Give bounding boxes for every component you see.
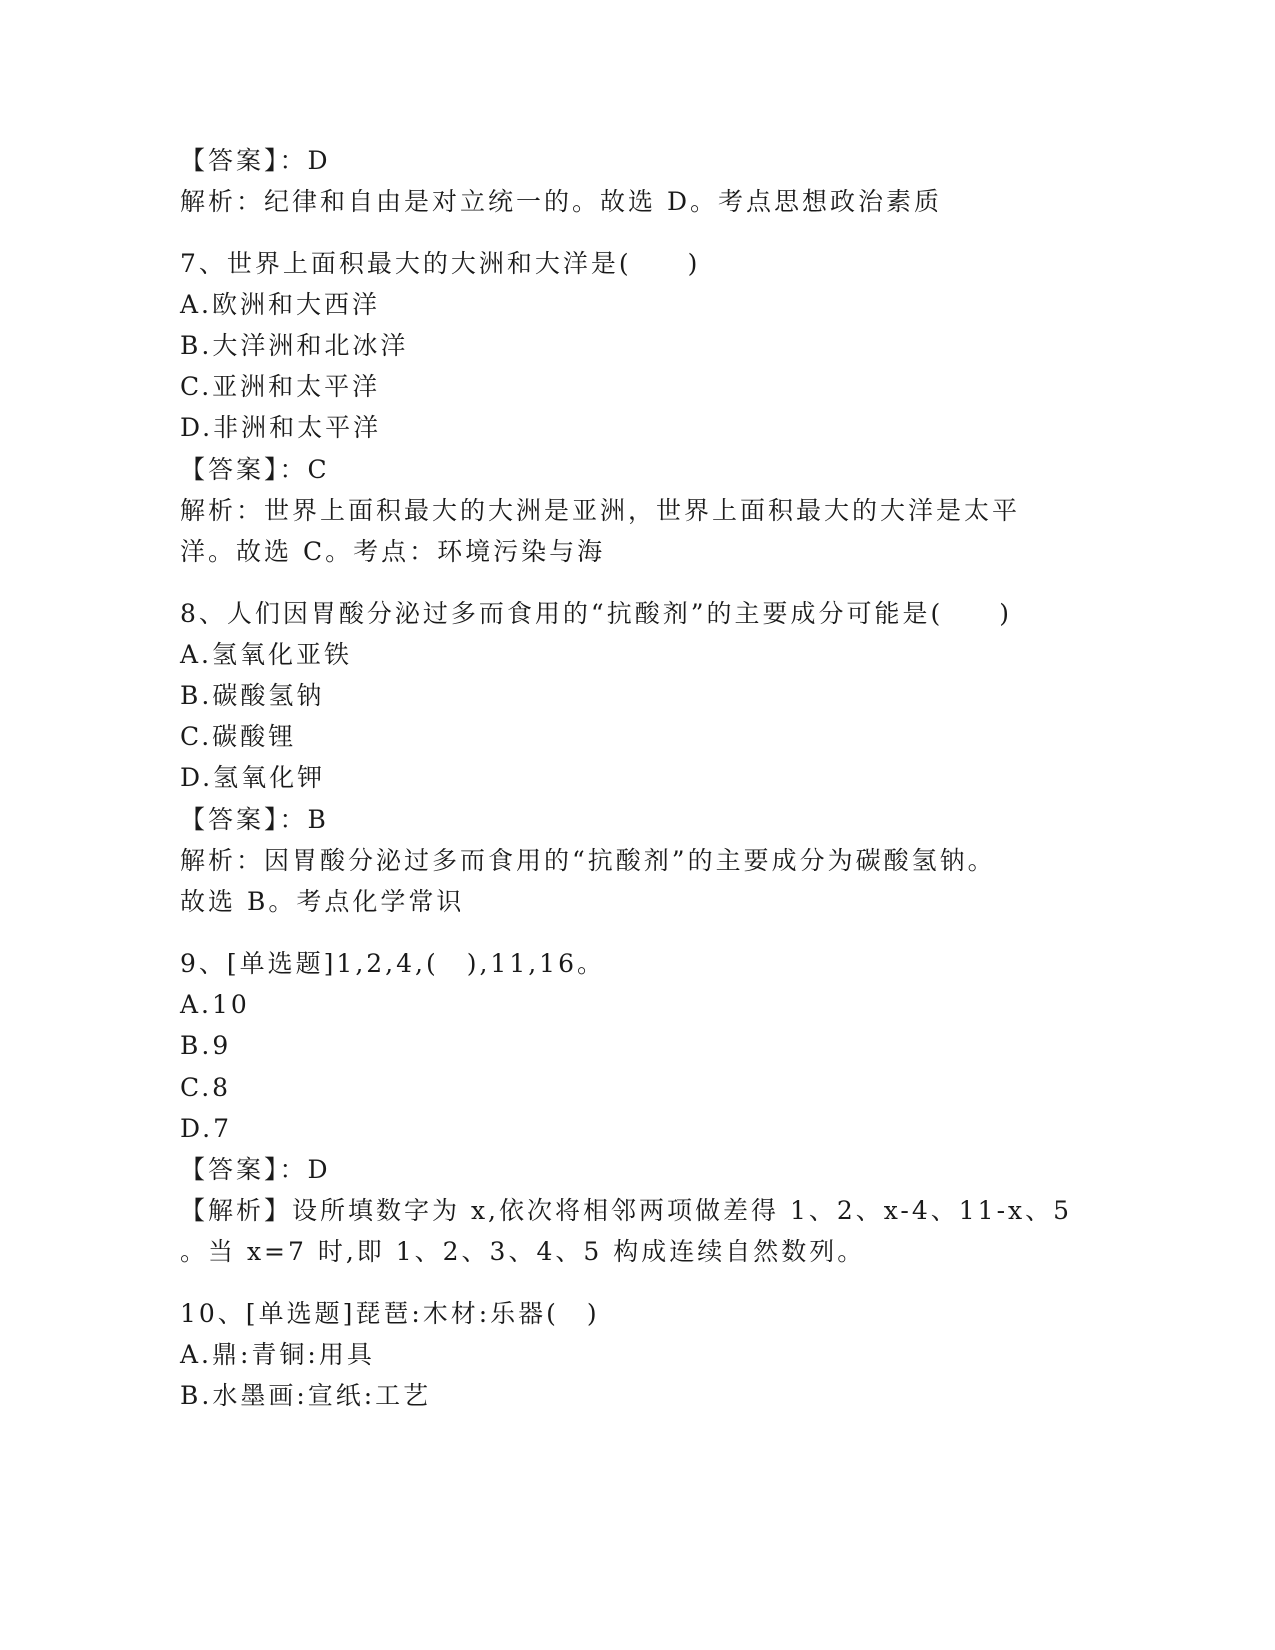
question-8-option-c: C.碳酸锂	[180, 722, 297, 751]
question-7: 7、世界上面积最大的大洲和大洋是( )	[180, 249, 701, 278]
analysis-8-line-2: 故选 B。考点化学常识	[180, 887, 465, 916]
question-7-option-d: D.非洲和太平洋	[180, 413, 382, 442]
question-10-option-a: A.鼎:青铜:用具	[180, 1340, 375, 1369]
analysis-9-line-1: 【解析】设所填数字为 x,依次将相邻两项做差得 1、2、x-4、11-x、5	[180, 1196, 1073, 1225]
answer-9: 【答案】：D	[180, 1155, 331, 1184]
question-10: 10、[单选题]琵琶:木材:乐器( )	[180, 1299, 600, 1328]
question-8: 8、人们因胃酸分泌过多而食用的“抗酸剂”的主要成分可能是( )	[180, 599, 1012, 628]
question-9-option-b: B.9	[180, 1031, 232, 1060]
answer-6: 【答案】：D	[180, 146, 331, 175]
analysis-9-line-2: 。当 x=7 时,即 1、2、3、4、5 构成连续自然数列。	[180, 1237, 866, 1266]
question-7-option-b: B.大洋洲和北冰洋	[180, 331, 409, 360]
question-8-option-a: A.氢氧化亚铁	[180, 640, 353, 669]
question-9: 9、[单选题]1,2,4,( ),11,16。	[180, 949, 605, 978]
question-9-option-a: A.10	[180, 990, 250, 1019]
question-9-option-c: C.8	[180, 1073, 232, 1102]
answer-8: 【答案】：B	[180, 805, 329, 834]
analysis-6: 解析：纪律和自由是对立统一的。故选 D。考点思想政治素质	[180, 187, 942, 216]
analysis-7-line-2: 洋。故选 C。考点：环境污染与海	[180, 537, 606, 566]
question-8-option-d: D.氢氧化钾	[180, 763, 326, 792]
question-7-option-c: C.亚洲和太平洋	[180, 372, 381, 401]
analysis-7-line-1: 解析：世界上面积最大的大洲是亚洲，世界上面积最大的大洋是太平	[180, 496, 1021, 525]
question-7-option-a: A.欧洲和大西洋	[180, 290, 381, 319]
question-10-option-b: B.水墨画:宣纸:工艺	[180, 1381, 432, 1410]
question-9-option-d: D.7	[180, 1114, 233, 1143]
question-8-option-b: B.碳酸氢钠	[180, 681, 325, 710]
answer-7: 【答案】：C	[180, 455, 330, 484]
analysis-8-line-1: 解析：因胃酸分泌过多而食用的“抗酸剂”的主要成分为碳酸氢钠。	[180, 846, 996, 875]
